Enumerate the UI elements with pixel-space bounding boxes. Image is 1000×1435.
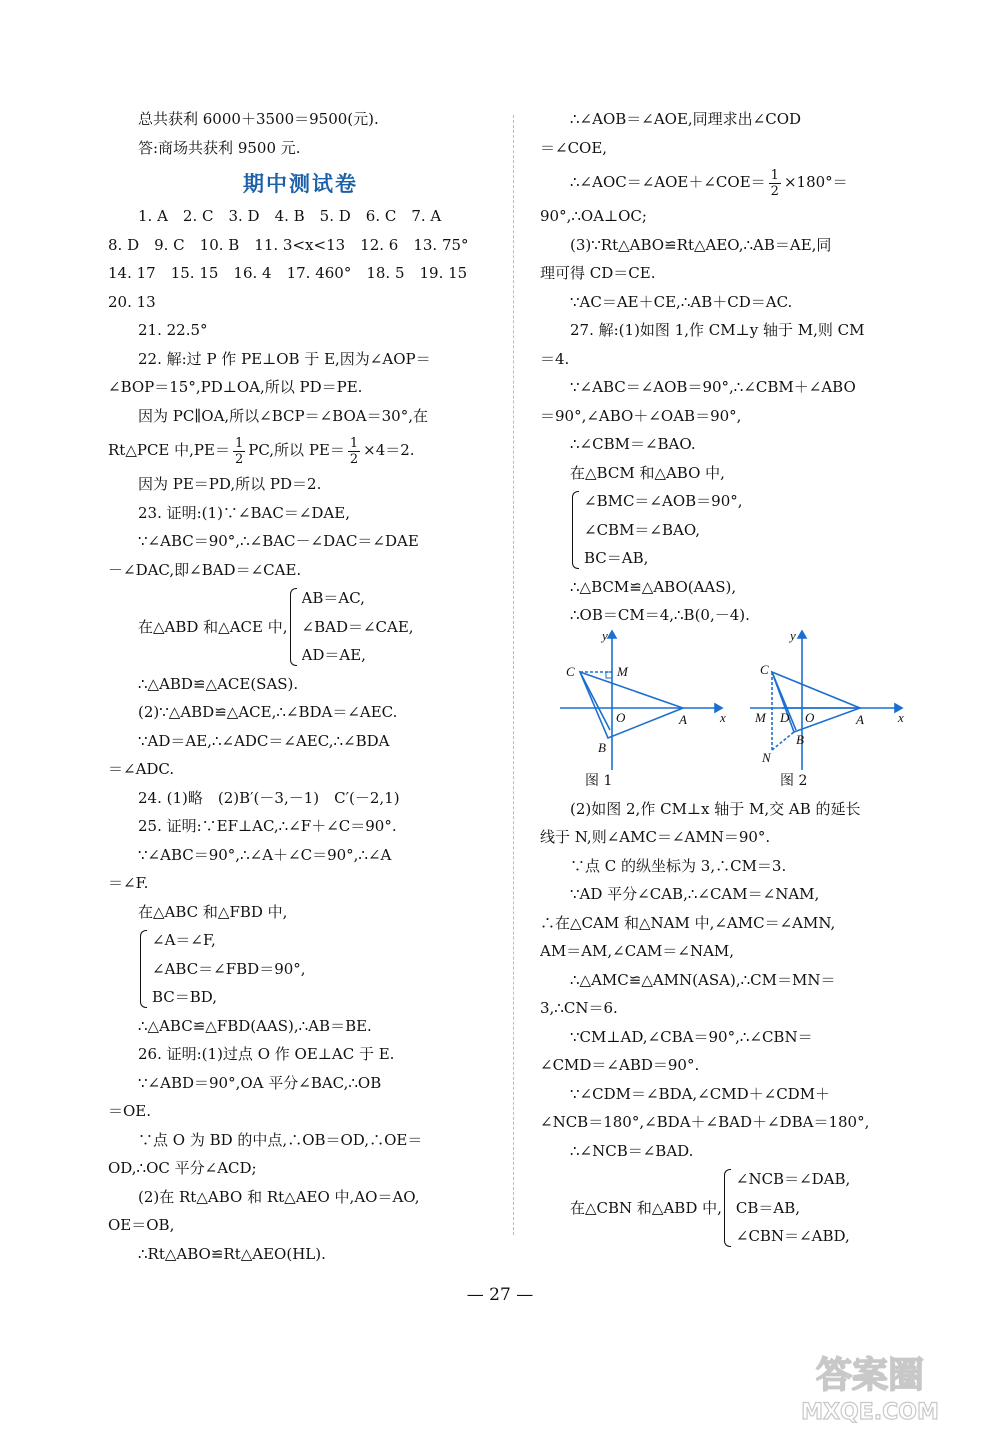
q22-fraction-line [108, 430, 493, 470]
text-line: ∴∠AOB＝∠AOE,同理求出∠COD [570, 110, 802, 128]
label-x: x [720, 709, 726, 725]
fraction [348, 436, 360, 467]
q27-line: ∴在△CAM 和△NAM 中,∠AMC＝∠AMN, [540, 913, 836, 932]
q22-line: 因为 PE＝PD,所以 PD＝2. [138, 475, 322, 493]
q24-line: 24. (1)略 (2)B′(－3,－1) C′(－2,1) [138, 788, 400, 807]
label-n: N [762, 749, 771, 765]
q23-system-label: 在△ABD 和△ACE 中, [138, 618, 288, 637]
figures [540, 630, 918, 795]
q27-line: ∴△AMC≌△AMN(ASA),∴CM＝MN＝ [570, 970, 836, 989]
text-span: ×180°＝ [783, 173, 848, 191]
q27-line: ∵点 C 的纵坐标为 3,∴CM＝3. [570, 856, 787, 875]
q27-line: ∠CMD＝∠ABD＝90°. [540, 1056, 700, 1074]
q27-line: ∴∠CBM＝∠BAO. [570, 435, 696, 453]
fraction-denominator: 2 [770, 183, 779, 199]
label-y: y [602, 629, 608, 643]
label-y: y [790, 629, 796, 643]
q25-line: 25. 证明:∵EF⊥AC,∴∠F＋∠C＝90°. [138, 817, 397, 835]
q23-line: 23. 证明:(1)∵∠BAC＝∠DAE, [138, 503, 350, 522]
system-line: ∠NCB＝∠DAB, [735, 1170, 851, 1188]
system-line: BC＝BD, [152, 988, 218, 1006]
label-m: M [617, 663, 628, 679]
q27-line: ∠NCB＝180°,∠BDA＋∠BAD＋∠DBA＝180°, [540, 1113, 870, 1131]
q22-text: Rt△PCE 中,PE＝ [108, 441, 230, 459]
figure-1 [560, 631, 722, 770]
q27-line: (2)如图 2,作 CM⊥x 轴于 M,交 AB 的延长 [570, 799, 861, 818]
label-b: B [598, 739, 606, 755]
answer-line: 1. A 2. C 3. D 4. B 5. D 6. C 7. A [138, 207, 442, 225]
q27-line: ∴△BCM≌△ABO(AAS), [570, 577, 737, 596]
text-line: ＝∠COE, [540, 138, 608, 157]
system-line: AD＝AE, [301, 646, 366, 664]
page-number: — 27 — [466, 1285, 534, 1305]
label-x: x [898, 709, 904, 725]
q27-system-label: 在△CBN 和△ABD 中, [570, 1199, 722, 1218]
q27-line: 3,∴CN＝6. [540, 999, 618, 1017]
q27-line: 在△BCM 和△ABO 中, [570, 463, 725, 482]
q25-line: ＝∠F. [108, 874, 149, 892]
answer-line: 21. 22.5° [138, 321, 208, 339]
q27-line: ∵CM⊥AD,∠CBA＝90°,∴∠CBN＝ [570, 1027, 813, 1046]
q27-line: ∵∠ABC＝∠AOB＝90°,∴∠CBM＋∠ABO [570, 378, 856, 396]
answer-line: 20. 13 [108, 292, 156, 311]
fraction [769, 168, 781, 199]
fraction-denominator: 2 [234, 451, 244, 467]
fraction-line [540, 162, 918, 202]
q22-line: ∠BOP＝15°,PD⊥OA,所以 PD＝PE. [108, 378, 363, 396]
watermark-url: MXQE.COM [801, 1400, 939, 1425]
q23-line: －∠DAC,即∠BAD＝∠CAE. [108, 560, 302, 579]
triangle-abc [580, 672, 683, 738]
q22-text: ×4＝2. [363, 441, 415, 459]
figure-2 [750, 631, 902, 770]
text-line: 理可得 CD＝CE. [540, 264, 656, 282]
q27-system [540, 1165, 918, 1251]
q26-line: ∴Rt△ABO≌Rt△AEO(HL). [138, 1244, 326, 1263]
q26-line: OE＝OB, [108, 1216, 175, 1234]
q26-line: ∵∠ABD＝90°,OA 平分∠BAC,∴OB [138, 1073, 382, 1092]
brace-system [138, 926, 493, 1012]
system-line: ∠A＝∠F, [152, 931, 216, 949]
text-line: (3)∵Rt△ABO≌Rt△AEO,∴AB＝AE,同 [570, 235, 832, 254]
figure-2-caption: 图 2 [780, 772, 808, 789]
q23-line: ∴△ABD≌△ACE(SAS). [138, 674, 299, 693]
y-axis-arrow [608, 631, 616, 638]
label-o: O [616, 709, 626, 725]
text-span: ∴∠AOC＝∠AOE＋∠COE＝ [570, 173, 766, 191]
q26-line: OD,∴OC 平分∠ACD; [108, 1159, 257, 1177]
right-column [540, 105, 918, 1251]
answer-line: 14. 17 15. 15 16. 4 17. 460° 18. 5 19. 15 [108, 264, 468, 282]
q27-line: 27. 解:(1)如图 1,作 CM⊥y 轴于 M,则 CM [570, 321, 865, 339]
q25-line: ∵∠ABC＝90°,∴∠A＋∠C＝90°,∴∠A [138, 845, 392, 864]
q26-line: 26. 证明:(1)过点 O 作 OE⊥AC 于 E. [138, 1045, 395, 1063]
system-line: ∠BAD＝∠CAE, [301, 617, 414, 636]
fraction [233, 436, 245, 467]
q22-line: 22. 解:过 P 作 PE⊥OB 于 E,因为∠AOP＝ [138, 349, 431, 368]
text-line: 90°,∴OA⊥OC; [540, 207, 647, 225]
text-line: ∵AC＝AE＋CE,∴AB＋CD＝AC. [570, 292, 793, 311]
system-line: ∠CBN＝∠ABD, [735, 1227, 850, 1245]
label-m: M [755, 709, 766, 725]
label-a: A [679, 711, 687, 727]
q23-line: ∵AD＝AE,∴∠ADC＝∠AEC,∴∠BDA [138, 731, 390, 750]
answer-line: 8. D 9. C 10. B 11. 3<x<13 12. 6 13. 75° [108, 235, 469, 254]
system-line: CB＝AB, [735, 1198, 801, 1217]
left-column [108, 105, 493, 1268]
q23-line: ∵∠ABC＝90°,∴∠BAC－∠DAC＝∠DAE [138, 532, 419, 550]
system-line: ∠BMC＝∠AOB＝90°, [584, 492, 743, 510]
fraction-numerator: 1 [349, 435, 359, 451]
label-b: B [796, 731, 804, 747]
section-title: 期中测试卷 [243, 172, 358, 196]
fraction-denominator: 2 [349, 451, 359, 467]
q25-line: ∴△ABC≌△FBD(AAS),∴AB＝BE. [138, 1016, 372, 1035]
brace-system [570, 487, 918, 573]
q23-system [108, 584, 493, 670]
brace-system [288, 584, 414, 670]
figure-1-caption: 图 1 [585, 772, 613, 789]
label-a: A [856, 711, 864, 727]
q27-line: ∴∠NCB＝∠BAD. [570, 1141, 694, 1160]
q22-line: 因为 PC∥OA,所以∠BCP＝∠BOA＝30°,在 [138, 406, 428, 425]
text-line: 总共获利 6000＋3500＝9500(元). [138, 110, 379, 128]
right-angle-mark [606, 672, 612, 678]
column-divider [513, 115, 514, 1235]
watermark-text: 答案圈 [815, 1355, 925, 1396]
label-c: C [566, 663, 575, 679]
label-d: D [780, 709, 790, 725]
q22-text: PC,所以 PE＝ [248, 441, 345, 459]
system-line: AB＝AC, [301, 589, 365, 607]
system-line: BC＝AB, [584, 549, 649, 567]
q26-line: (2)在 Rt△ABO 和 Rt△AEO 中,AO＝AO, [138, 1187, 420, 1206]
q27-line: 线于 N,则∠AMC＝∠AMN＝90°. [540, 828, 771, 846]
q27-line: ＝90°,∠ABO＋∠OAB＝90°, [540, 406, 742, 425]
label-c: C [760, 661, 769, 677]
q26-line: ∵点 O 为 BD 的中点,∴OB＝OD,∴OE＝ [138, 1130, 423, 1149]
y-axis-arrow [798, 631, 806, 638]
segment-nb [772, 732, 794, 750]
q27-line: ∵∠CDM＝∠BDA,∠CMD＋∠CDM＋ [570, 1084, 831, 1103]
brace-system [722, 1165, 850, 1251]
q27-line: AM＝AM,∠CAM＝∠NAM, [540, 942, 735, 960]
label-o: O [805, 709, 815, 725]
q25-line: 在△ABC 和△FBD 中, [138, 902, 288, 921]
q23-line: (2)∵△ABD≌△ACE,∴∠BDA＝∠AEC. [138, 703, 398, 721]
text-line: 答:商场共获利 9500 元. [138, 138, 301, 157]
system-line: ∠ABC＝∠FBD＝90°, [152, 959, 306, 978]
fraction-numerator: 1 [770, 167, 779, 183]
q27-line: ＝4. [540, 349, 570, 368]
watermark-logo [770, 1345, 970, 1425]
q23-line: ＝∠ADC. [108, 760, 175, 778]
fraction-numerator: 1 [234, 435, 244, 451]
q27-line: ∴OB＝CM＝4,∴B(0,－4). [570, 606, 750, 624]
q27-line: ∵AD 平分∠CAB,∴∠CAM＝∠NAM, [570, 885, 820, 903]
q26-line: ＝OE. [108, 1102, 152, 1120]
system-line: ∠CBM＝∠BAO, [584, 520, 701, 539]
